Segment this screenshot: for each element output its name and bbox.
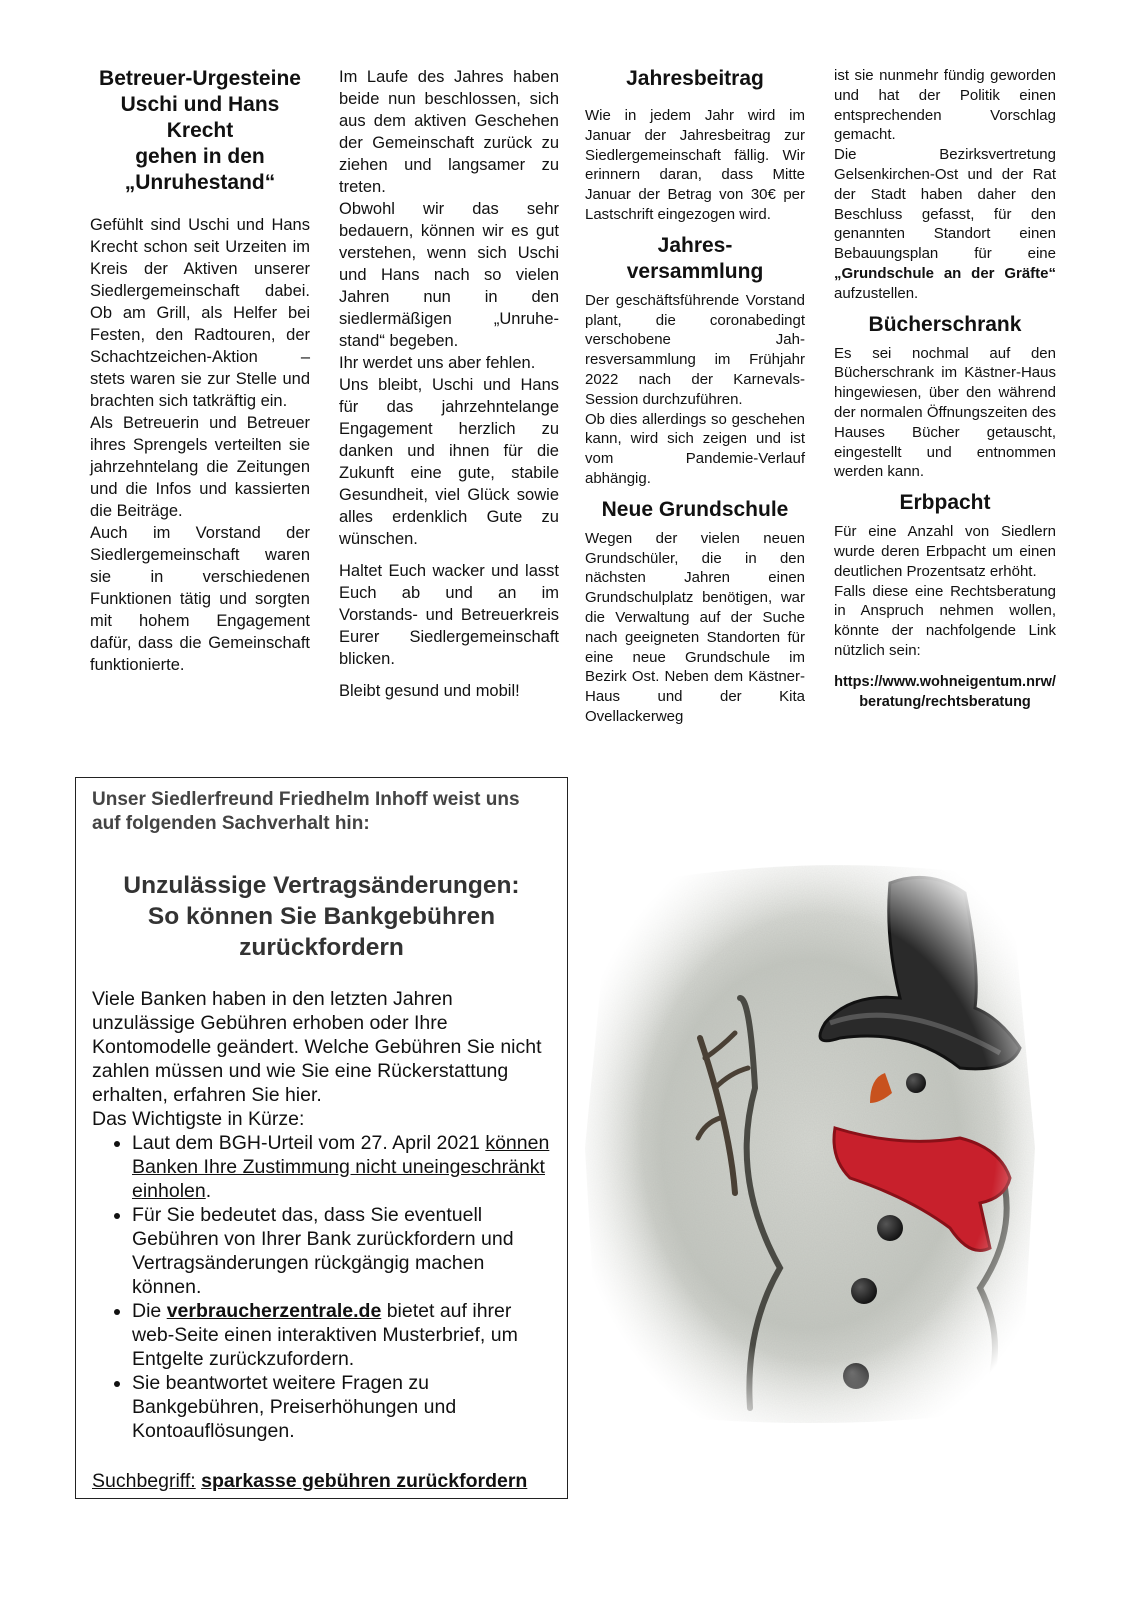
title-line: So können Sie Bankgebühren [147, 903, 496, 930]
box-intro: Unser Siedlerfreund Friedhelm Inhoff weist uns auf folgenden Sachverhalt hin: [92, 789, 520, 834]
paragraph: Auch im Vorstand der Siedlergemeinschaft waren sie in verschiedenen Funktionen tätig und sorgten mit hohem Engagement dafür, dass die Gemeinschaft funktionierte. [90, 524, 310, 674]
spacer [339, 670, 559, 680]
column-4 [834, 66, 1056, 712]
text: Die Bezirksvertretung Gelsenkirchen-Ost und der Rat der Stadt haben daher den Beschluss gefasst, für den genannten Standort einen Bebauungsplan für eine [834, 146, 1056, 263]
paragraph-closing: Bleibt gesund und mobil! [339, 682, 520, 700]
paragraph: Als Betreuerin und Betreuer ihres Sprengels verteilten sie jahrzehntelang die Zeitungen und die Infos und kassierten die Beiträge. [90, 414, 310, 520]
paragraph: Im Laufe des Jahres haben beide nun beschlossen, sich aus dem aktiven Geschehen der Gemeinschaft zurück zu ziehen und langsamer zu treten. [339, 68, 559, 196]
list-item: • Sie beantwortet weitere Fragen zu Bankgebühren, Preiserhöhungen und Kontoauflösungen. [132, 1371, 551, 1443]
link-line[interactable]: beratung/rechtsberatung [859, 693, 1031, 710]
paragraph: Uns bleibt, Uschi und Hans für das jahrzehntelange Engagement herzlich zu danken und ihnen für die Zukunft eine gute, stabile Gesundheit, viel Glück sowie alles erdenklich Gute zu wünschen. [339, 376, 559, 548]
paragraph: Haltet Euch wacker und lasst Euch ab und an im Vorstands- und Betreuerkreis Eurer Siedlergemeinschaft blicken. [339, 562, 559, 668]
key-points-list [92, 1131, 551, 1443]
title-line: gehen in den [135, 145, 265, 168]
list-item [132, 1299, 551, 1371]
paragraph: Falls diese eine Rechtsberatung in Anspruch nehmen wollen, könnte der nachfolgende Link nützlich sein: [834, 582, 1056, 659]
paragraph: Wegen der vielen neuen Grundschüler, die in den nächsten Jahren einen Grundschulplatz benötigen, war die Verwaltung auf der Suche nach geeigneten Standorten für eine neue Grundschule im Bezirk Ost. Neben dem Kästner-Haus und der Kita Ovellackerweg [585, 529, 805, 725]
snowman-illustration [580, 848, 1040, 1428]
search-term-line [92, 1469, 551, 1493]
bgh-link[interactable]: können Banken Ihre Zustimmung nicht uneingeschränkt einholen [132, 1132, 550, 1202]
title-line: „Unruhestand“ [124, 171, 276, 194]
text: bietet auf ihrer web-Seite einen interaktiven Musterbrief, um Entgelte zurückzufordern. [132, 1300, 518, 1370]
list-item: • Für Sie bedeutet das, dass Sie eventuell Gebühren von Ihrer Bank zurückfordern und Vertragsänderungen rückgängig machen können. [132, 1203, 551, 1299]
paragraph [834, 145, 1056, 303]
heading-jahresversammlung [585, 233, 805, 285]
spacer [834, 661, 1056, 673]
paragraph: Ihr werdet uns aber fehlen. [339, 354, 536, 372]
heading-jahresbeitrag: Jahresbeitrag [626, 67, 764, 90]
paragraph: Obwohl wir das sehr bedauern, können wir es gut verstehen, wenn sich Uschi und Hans nach so vielen Jahren nun in den siedlermäßigen „Unruhestand“ begeben. [339, 200, 559, 350]
vignette [580, 848, 1040, 1428]
heading-line: versammlung [626, 259, 764, 283]
bank-fees-box [75, 777, 568, 1499]
paragraph: Für eine Anzahl von Siedlern wurde deren Erbpacht um einen deutlichen Prozentsatz erhöht. [834, 523, 1056, 580]
verbraucherzentrale-link[interactable]: verbraucherzentrale.de [166, 1300, 382, 1322]
spacer [339, 550, 559, 560]
box-title [92, 870, 551, 963]
rechtsberatung-link[interactable] [834, 673, 1056, 713]
text: . [205, 1180, 212, 1202]
paragraph: Es sei nochmal auf den Bücherschrank im Kästner-Haus hingewiesen, über den während der normalen Öffnungszeiten des Hauses Bücher getauscht, eingestellt und entnommen werden kann. [834, 344, 1056, 481]
paragraph: Der geschäftsführende Vorstand plant, die coronabedingt verschobene Jahresversammlung im Frühjahr 2022 nach der Karnevals-Session durchzuführen. [585, 291, 805, 408]
title-line: zurückfordern [239, 934, 404, 961]
paragraph: ist sie nunmehr fündig geworden und hat der Politik einen entsprechenden Vorschlag gemacht. [834, 67, 1056, 144]
paragraph: Gefühlt sind Uschi und Hans Krecht schon seit Urzeiten im Kreis der Aktiven unserer Siedlergemeinschaft dabei. Ob am Grill, als Helfer bei Festen, den Radtouren, der Schachtzeichen-Aktion – stets waren sie zur Stelle und brachten sich tatkräftig ein. [90, 216, 310, 410]
title-line: Krecht [166, 119, 234, 142]
heading-buecherschrank: Bücherschrank [868, 312, 1022, 336]
link-line[interactable]: https://www.wohneigentum.nrw/ [834, 673, 1056, 690]
paragraph: Ob dies allerdings so geschehen kann, wird sich zeigen und ist vom Pandemie-Verlauf abhängig. [585, 410, 805, 487]
search-term[interactable]: sparkasse gebühren zurückfordern [201, 1470, 528, 1492]
text: Laut dem BGH-Urteil vom 27. April 2021 [132, 1132, 486, 1154]
column-1 [90, 66, 310, 676]
heading-line: Jahres- [657, 233, 733, 257]
text: aufzustellen. [834, 284, 919, 302]
heading-neue-grundschule: Neue Grundschule [601, 497, 789, 521]
paragraph: Wie in jedem Jahr wird im Januar der Jahresbeitrag zur Siedlergemeinschaft fällig. Wir erinnern daran, dass Mitte Januar der Betrag von 30€ per Lastschrift eingezogen wird. [585, 107, 805, 223]
school-name: „Grundschule an der Gräfte“ [834, 264, 1056, 282]
title-line: Unzulässige Vertragsänderungen: [123, 872, 520, 899]
title-line: Uschi und Hans [120, 93, 280, 116]
column-3 [585, 66, 805, 727]
search-label: Suchbegriff: [92, 1470, 196, 1492]
list-item [132, 1131, 551, 1203]
text: Die [132, 1300, 167, 1322]
title-line: Betreuer-Urgesteine [99, 67, 301, 90]
paragraph: Viele Banken haben in den letzten Jahren unzulässige Gebühren erhoben oder Ihre Kontomodelle geändert. Welche Gebühren Sie nicht zahlen müssen und wie Sie eine Rückerstattung erhalten, erfahren Sie hier. [92, 988, 542, 1106]
heading-erbpacht: Erbpacht [899, 491, 991, 515]
article-title-unruhestand [90, 66, 310, 196]
column-2 [339, 66, 559, 702]
paragraph: Das Wichtigste in Kürze: [92, 1108, 305, 1130]
